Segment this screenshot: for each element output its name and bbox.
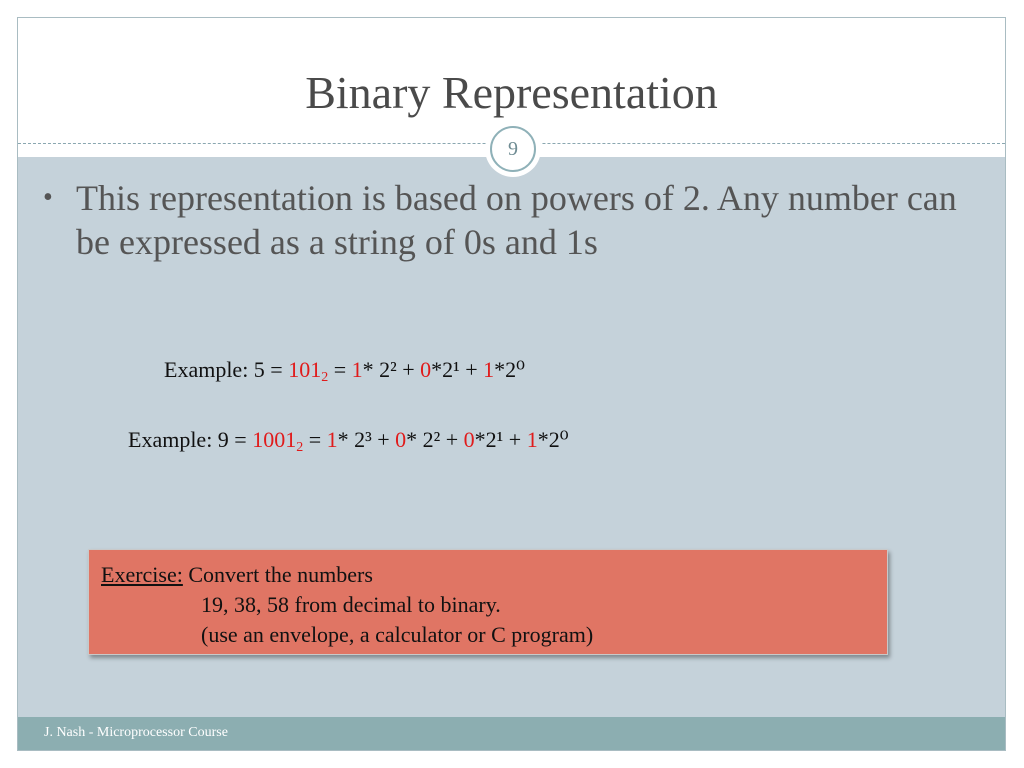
exercise-label: Exercise:: [101, 562, 183, 587]
example-1-term-3: *2⁰: [494, 357, 525, 382]
example-1-term-2: *2¹ +: [431, 357, 484, 382]
example-2-prefix: Example: 9 =: [128, 427, 253, 452]
footer-text: J. Nash - Microprocessor Course: [44, 725, 228, 740]
example-2-eq: =: [303, 427, 327, 452]
bullet-text: This representation is based on powers of 2. Any number can be expressed as a string of 0s and 1s: [76, 178, 957, 262]
example-2-digit-1: 1: [326, 427, 338, 452]
example-1-digit-3: 1: [483, 357, 495, 382]
example-2-digit-3: 0: [463, 427, 475, 452]
example-2-digit-2: 0: [395, 427, 407, 452]
example-1-digit-2: 0: [420, 357, 432, 382]
exercise-line-3: (use an envelope, a calculator or C program): [201, 622, 594, 647]
example-1-eq: =: [328, 357, 352, 382]
slide-title: Binary Representation: [305, 67, 718, 118]
example-2-base: 2: [296, 440, 304, 455]
example-2-binary: 1001: [252, 427, 297, 452]
example-2-digit-4: 1: [526, 427, 538, 452]
example-1-binary: 101: [288, 357, 322, 382]
slide: [17, 17, 1006, 751]
bullet-icon: •: [43, 182, 53, 213]
exercise-box: [88, 549, 888, 655]
example-1-base: 2: [321, 370, 329, 385]
example-2-term-4: *2⁰: [537, 427, 569, 452]
exercise-instruction: Convert the numbers: [182, 562, 373, 587]
example-1-prefix: Example: 5 =: [164, 357, 289, 382]
example-2-term-3: *2¹ +: [474, 427, 527, 452]
example-1-term-1: * 2² +: [362, 357, 421, 382]
exercise-line-1: [101, 560, 373, 590]
exercise-line-2: 19, 38, 58 from decimal to binary.: [201, 592, 501, 617]
footer-bar: [18, 717, 1005, 751]
example-1-digit-1: 1: [351, 357, 363, 382]
example-2: [128, 427, 569, 456]
example-2-term-1: * 2³ +: [337, 427, 396, 452]
page-number: 9: [490, 126, 536, 172]
example-1: [164, 357, 525, 386]
example-2-term-2: * 2² +: [406, 427, 464, 452]
